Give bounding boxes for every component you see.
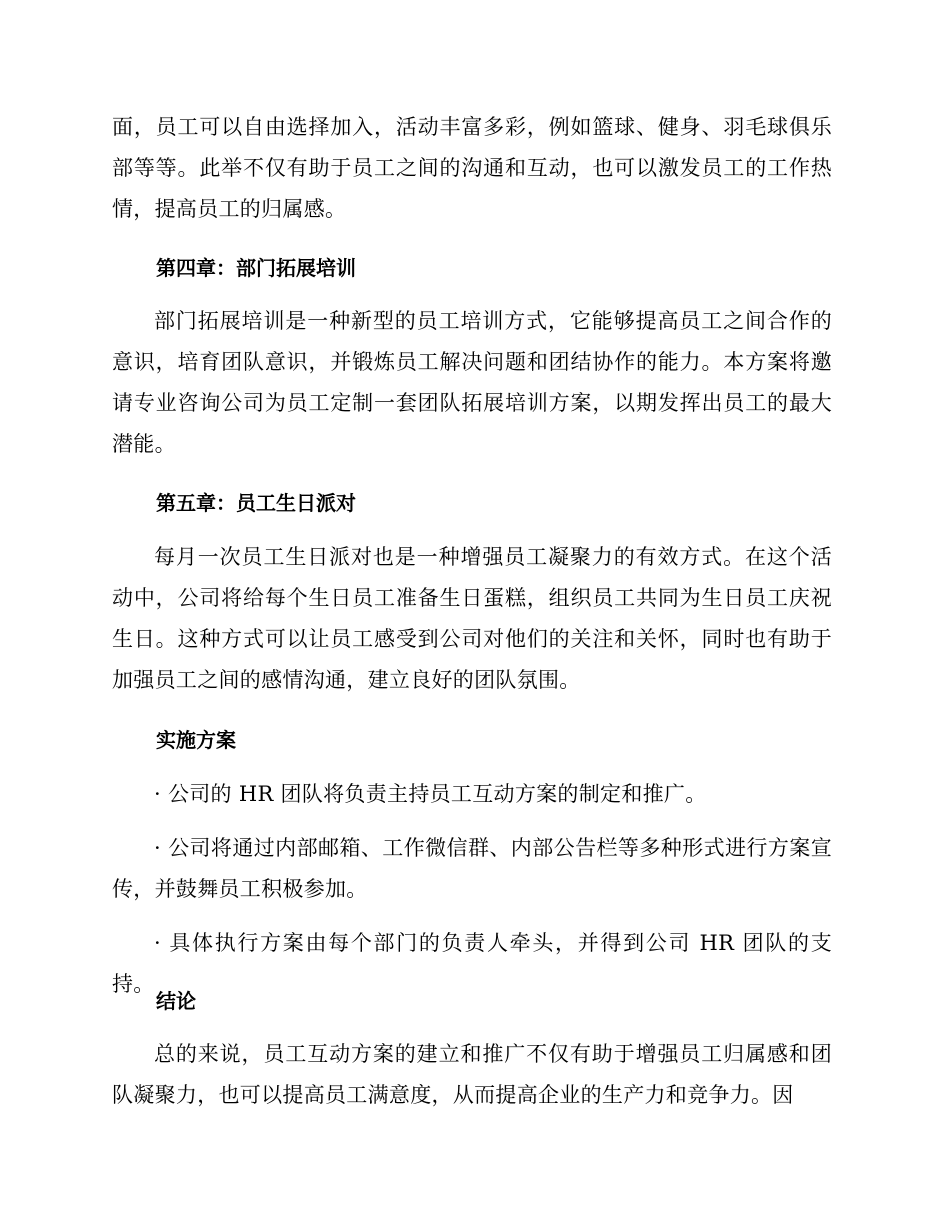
chapter5-body: 每月一次员工生日派对也是一种增强员工凝聚力的有效方式。在这个活动中，公司将给每个生日员工准备生日蛋糕，组织员工共同为生日员工庆祝生日。这种方式可以让员工感受到公司对他们的关注和关怀，同时也有助于加强员工之间的感情沟通，建立良好的团队氛围。 <box>112 545 832 692</box>
chapter4-body: 部门拓展培训是一种新型的员工培训方式，它能够提高员工之间合作的意识，培育团队意识，并锻炼员工解决问题和团结协作的能力。本方案将邀请专业咨询公司为员工定制一套团队拓展培训方案，以期发挥出员工的最大潜能。 <box>112 309 832 456</box>
implementation-item: · 公司的 HR 团队将负责主持员工互动方案的制定和推广。 <box>154 782 707 806</box>
intro-paragraph: 面，员工可以自由选择加入，活动丰富多彩，例如篮球、健身、羽毛球俱乐部等等。此举不仅有助于员工之间的沟通和互动，也可以激发员工的工作热情，提高员工的归属感。 <box>112 115 832 221</box>
implementation-item: · 具体执行方案由每个部门的负责人牵头，并得到公司 HR 团队的支持。 <box>112 931 832 996</box>
implementation-item: · 公司将通过内部邮箱、工作微信群、内部公告栏等多种形式进行方案宣传，并鼓舞员工积极参加。 <box>112 836 832 901</box>
conclusion-body: 总的来说，员工互动方案的建立和推广不仅有助于增强员工归属感和团队凝聚力，也可以提高员工满意度，从而提高企业的生产力和竞争力。因 <box>112 1042 832 1107</box>
implementation-title: 实施方案 <box>156 728 236 752</box>
chapter5-title: 第五章：员工生日派对 <box>156 491 356 515</box>
chapter4-title: 第四章：部门拓展培训 <box>156 256 356 280</box>
conclusion-title: 结论 <box>156 989 196 1013</box>
